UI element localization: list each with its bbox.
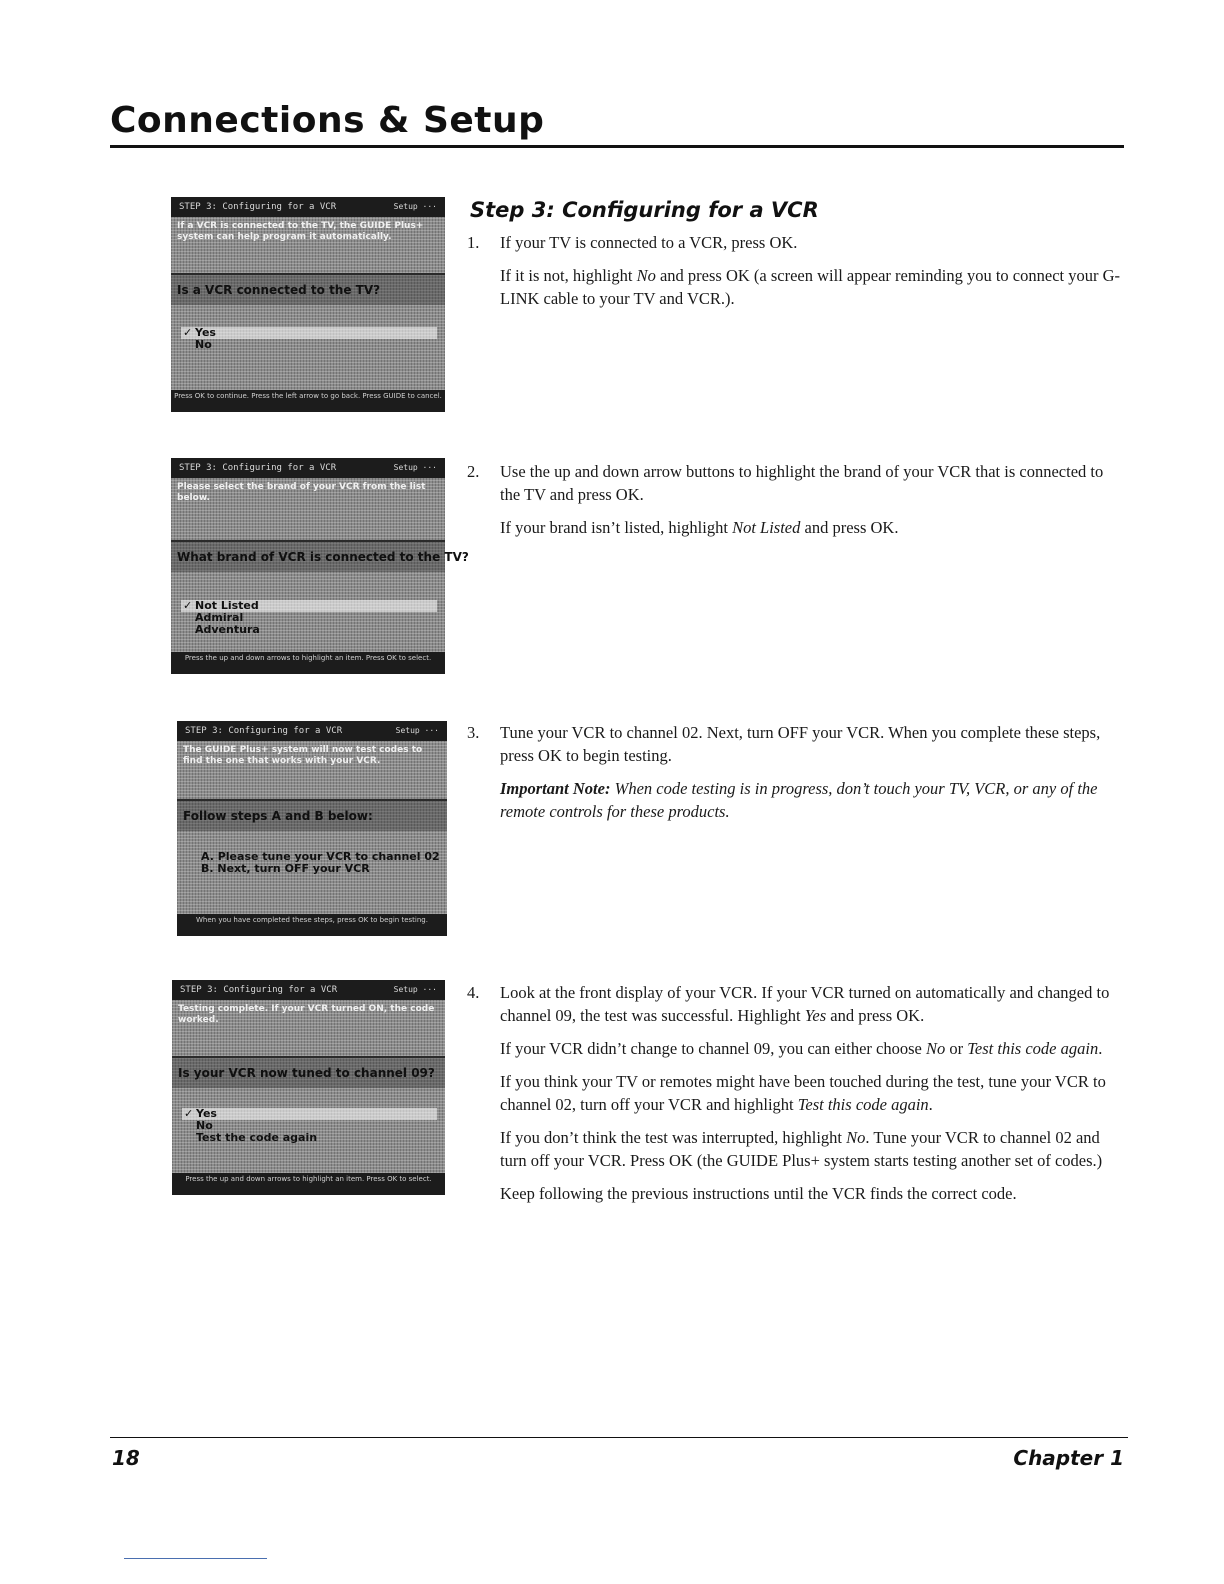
screen-question: Follow steps A and B below:: [183, 809, 373, 823]
question-band: [177, 799, 447, 831]
step-text: Use the up and down arrow buttons to highlight the brand of your VCR that is connected to the TV and press OK.: [500, 462, 1104, 504]
page-title: Connections & Setup: [110, 100, 545, 141]
screen-question: What brand of VCR is connected to the TV?: [177, 550, 469, 564]
screen-info: Testing complete. If your VCR turned ON, the code worked.: [178, 1004, 435, 1025]
option-item: ✓ Yes: [182, 1108, 437, 1120]
option-item: ✓ Yes: [181, 327, 437, 339]
page-number: 18: [112, 1446, 140, 1470]
section-heading: Step 3: Configuring for a VCR: [470, 198, 819, 222]
screen-header: STEP 3: Configuring for a VCR Setup ···: [177, 721, 447, 741]
step-number: 3.: [467, 723, 480, 742]
question-band: [171, 273, 445, 305]
step-number: 4.: [467, 983, 480, 1002]
screen-header: STEP 3: Configuring for a VCR Setup ···: [172, 980, 445, 1000]
scan-artifact-line: [124, 1558, 267, 1559]
screen-footer: Press the up and down arrows to highlight an item. Press OK to select.: [171, 652, 445, 674]
step-3: [467, 721, 1127, 833]
step-number: 2.: [467, 462, 480, 481]
chapter-label: Chapter 1: [1013, 1446, 1124, 1470]
question-band: [172, 1056, 445, 1088]
step-text: If it is not, highlight No and press OK (a screen will appear reminding you to connect your G-LINK cable to your TV and VCR.).: [500, 266, 1121, 308]
step-4: [467, 981, 1127, 1215]
step-text: If your VCR didn’t change to channel 09, you can either choose No or Test this code again.: [500, 1039, 1103, 1058]
screenshot-tune-vcr: [177, 721, 447, 936]
screen-info: Please select the brand of your VCR from the list below.: [177, 482, 426, 503]
option-list: [182, 1108, 437, 1144]
screen-body: [172, 1000, 445, 1173]
screenshot-test-result: [172, 980, 445, 1195]
screen-body: [171, 478, 469, 652]
step-text: If you don’t think the test was interrupted, highlight No. Tune your VCR to channel 02 and turn off your VCR. Press OK (the GUIDE Plus+ system starts testing another set of codes.): [500, 1128, 1103, 1170]
screen-footer: Press the up and down arrows to highlight an item. Press OK to select.: [172, 1173, 445, 1195]
checkmark-icon: ✓: [183, 599, 193, 612]
step-text: Tune your VCR to channel 02. Next, turn OFF your VCR. When you complete these steps, press OK to begin testing.: [500, 723, 1101, 765]
instruction-list: [187, 851, 439, 875]
option-list: [181, 327, 437, 351]
important-note: Important Note: When code testing is in progress, don’t touch your TV, VCR, or any of the remote controls for these products.: [500, 779, 1098, 821]
screenshot-vcr-connected: [171, 197, 445, 412]
step-text: If you think your TV or remotes might have been touched during the test, tune your VCR to channel 02, turn off your VCR and highlight Test this code again.: [500, 1072, 1106, 1114]
screen-body: [177, 741, 447, 914]
step-text: If your brand isn’t listed, highlight Not Listed and press OK.: [500, 518, 899, 537]
step-1: [467, 231, 1127, 320]
screen-footer: When you have completed these steps, press OK to begin testing.: [177, 914, 447, 936]
step-number: 1.: [467, 233, 480, 252]
option-item: Adventura: [195, 623, 260, 636]
instruction-item: A. Please tune your VCR to channel 02: [201, 850, 440, 863]
checkmark-icon: ✓: [184, 1107, 194, 1120]
step-text: Keep following the previous instructions until the VCR finds the correct code.: [500, 1184, 1017, 1203]
option-item: ✓ Not Listed: [181, 600, 437, 612]
screen-footer: Press OK to continue. Press the left arrow to go back. Press GUIDE to cancel.: [171, 390, 445, 412]
option-item: Admiral: [195, 611, 244, 624]
footer-rule: [110, 1437, 1128, 1438]
option-item: No: [196, 1119, 213, 1132]
question-band: [171, 540, 469, 572]
screen-question: Is a VCR connected to the TV?: [177, 283, 381, 297]
screen-header: STEP 3: Configuring for a VCR Setup ···: [171, 458, 445, 478]
option-item: No: [195, 338, 212, 351]
step-text: If your TV is connected to a VCR, press OK.: [500, 233, 798, 252]
option-item: Test the code again: [196, 1131, 318, 1144]
title-rule: [110, 145, 1124, 148]
step-text: Look at the front display of your VCR. If your VCR turned on automatically and changed to channel 09, the test was successful. Highlight Yes and press OK.: [500, 983, 1110, 1025]
screen-question: Is your VCR now tuned to channel 09?: [178, 1066, 435, 1080]
screen-info: The GUIDE Plus+ system will now test codes to find the one that works with your VCR.: [183, 745, 423, 766]
instruction-item: B. Next, turn OFF your VCR: [201, 862, 370, 875]
screen-info: If a VCR is connected to the TV, the GUIDE Plus+ system can help program it automatically.: [177, 221, 424, 242]
checkmark-icon: ✓: [183, 326, 193, 339]
option-list: [181, 600, 437, 636]
screen-body: [171, 217, 445, 390]
screen-header: STEP 3: Configuring for a VCR Setup ···: [171, 197, 445, 217]
screenshot-vcr-brand: [171, 458, 469, 674]
step-2: [467, 460, 1127, 549]
